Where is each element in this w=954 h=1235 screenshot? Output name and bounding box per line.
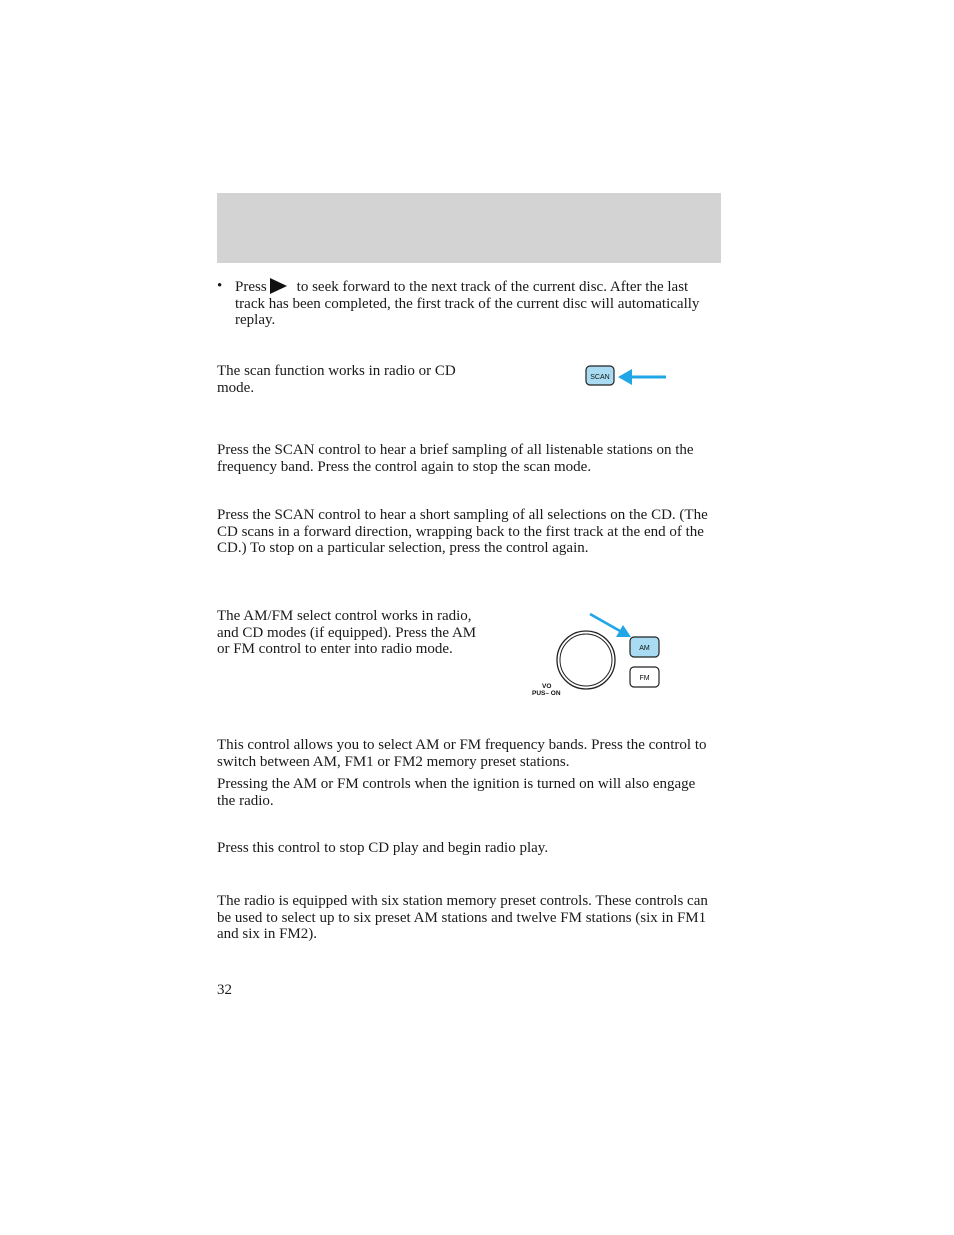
knob-label-push-on: PUS– ON <box>532 690 561 697</box>
amfm-text-3: Press this control to stop CD play and begin radio play. <box>217 840 549 856</box>
header-band <box>217 193 721 263</box>
presets-text: The radio is equipped with six station memory preset controls. These controls can be used to select up to six preset AM stations and twelve FM stations (six in FM1 and six in FM2). <box>217 893 708 942</box>
bullet-text <box>235 278 715 329</box>
bullet-marker: • <box>217 278 223 294</box>
scan-cd-text: Press the SCAN control to hear a short sampling of all selections on the CD. (The CD scans in a forward direction, wrapping back to the first track at the end of the CD.) To stop on a particular selection, press the control again. <box>217 507 708 556</box>
fm-button-label: FM <box>639 675 650 682</box>
amfm-text-1: This control allows you to select AM or FM frequency bands. Press the control to switch between AM, FM1 or FM2 memory preset stations. <box>217 737 707 770</box>
volume-knob-inner-icon <box>560 634 612 686</box>
amfm-control-illustration <box>524 606 669 701</box>
scan-intro-text: The scan function works in radio or CD mode. <box>217 363 456 396</box>
bullet-text-rest: to seek forward to the next track of the current disc. After the last track has been completed, the first track of the current disc will automatically replay. <box>235 279 700 328</box>
amfm-text-2: Pressing the AM or FM controls when the ignition is turned on will also engage the radio. <box>217 776 696 809</box>
bullet-text-press: Press <box>235 279 267 295</box>
scan-radio-text: Press the SCAN control to hear a brief sampling of all listenable stations on the frequency band. Press the control again to stop the scan mode. <box>217 442 694 475</box>
am-button-label: AM <box>639 645 650 652</box>
scan-pointer-arrow-icon <box>618 369 632 385</box>
play-forward-icon <box>270 278 287 294</box>
am-pointer-arrow-shaft <box>590 614 620 631</box>
knob-label-vo: VO <box>542 683 552 690</box>
scan-button-illustration <box>580 362 672 392</box>
page-number: 32 <box>217 982 232 998</box>
amfm-intro-text: The AM/FM select control works in radio, and CD modes (if equipped). Press the AM or FM control to enter into radio mode. <box>217 608 477 657</box>
scan-button-label: SCAN <box>590 374 610 381</box>
